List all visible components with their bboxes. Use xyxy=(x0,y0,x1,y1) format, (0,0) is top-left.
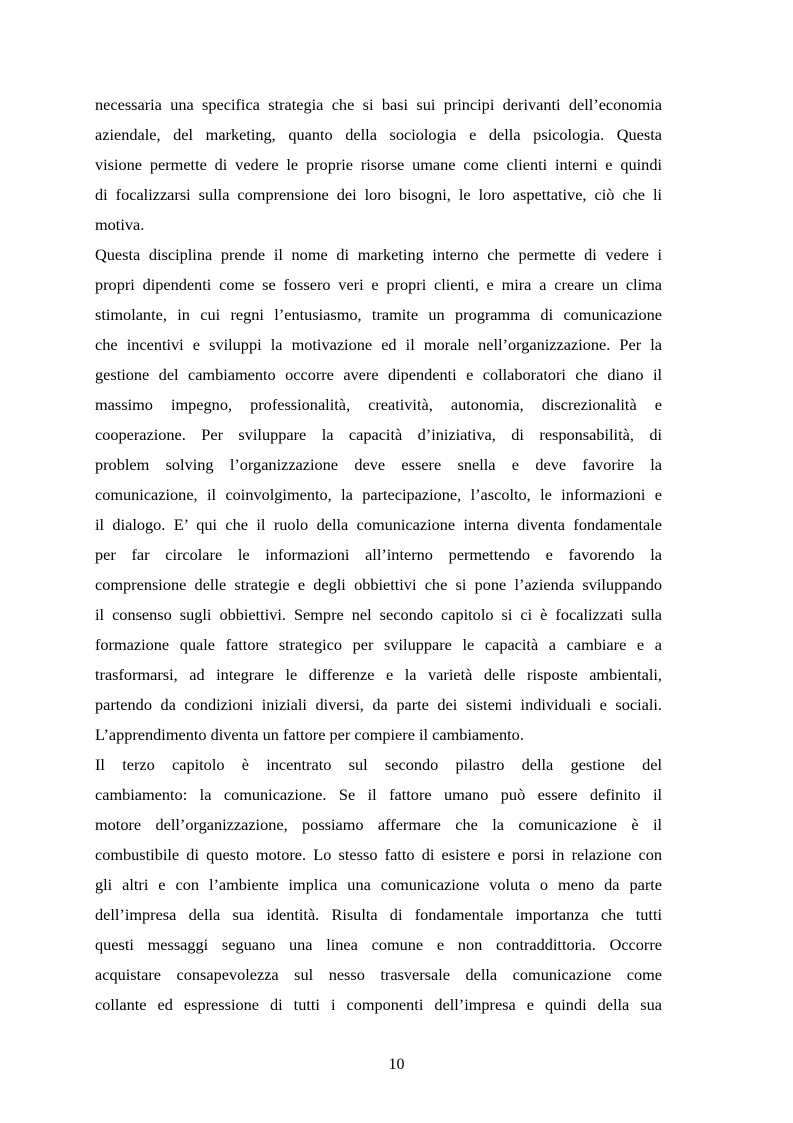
text-line: Il terzo capitolo è incentrato sul secondo pilastro della gestione del xyxy=(95,755,662,774)
page-number: 10 xyxy=(388,1056,405,1073)
text-line: problem solving l’organizzazione deve essere snella e deve favorire la xyxy=(95,455,662,474)
text-line: cambiamento: la comunicazione. Se il fattore umano può essere definito il xyxy=(95,785,662,804)
text-line: acquistare consapevolezza sul nesso trasversale della comunicazione come xyxy=(95,965,662,984)
text-line: L’apprendimento diventa un fattore per compiere il cambiamento. xyxy=(95,725,524,744)
text-line: che incentivi e sviluppi la motivazione ed il morale nell’organizzazione. Per la xyxy=(95,335,662,354)
text-line: cooperazione. Per sviluppare la capacità d’iniziativa, di responsabilità, di xyxy=(95,425,662,444)
text-line: aziendale, del marketing, quanto della sociologia e della psicologia. Questa xyxy=(95,125,662,144)
text-line: comprensione delle strategie e degli obbiettivi che si pone l’azienda sviluppando xyxy=(95,575,662,594)
text-line: propri dipendenti come se fossero veri e propri clienti, e mira a creare un clima xyxy=(95,275,662,294)
text-line: stimolante, in cui regni l’entusiasmo, tramite un programma di comunicazione xyxy=(95,305,662,324)
text-line: di focalizzarsi sulla comprensione dei loro bisogni, le loro aspettative, ciò che li xyxy=(95,185,662,204)
text-line: il dialogo. E’ qui che il ruolo della comunicazione interna diventa fondamentale xyxy=(95,515,662,534)
text-line: questi messaggi seguano una linea comune e non contraddittoria. Occorre xyxy=(95,935,662,954)
text-line: per far circolare le informazioni all’interno permettendo e favorendo la xyxy=(95,545,662,564)
text-line: gli altri e con l’ambiente implica una comunicazione voluta o meno da parte xyxy=(95,875,662,894)
text-line: visione permette di vedere le proprie risorse umane come clienti interni e quindi xyxy=(95,155,662,174)
text-line: partendo da condizioni iniziali diversi, da parte dei sistemi individuali e sociali. xyxy=(95,695,662,714)
text-line: dell’impresa della sua identità. Risulta di fondamentale importanza che tutti xyxy=(95,905,662,924)
text-line: gestione del cambiamento occorre avere dipendenti e collaboratori che diano il xyxy=(95,365,662,384)
text-line: necessaria una specifica strategia che si basi sui principi derivanti dell’economia xyxy=(95,95,662,114)
text-line: Questa disciplina prende il nome di marketing interno che permette di vedere i xyxy=(95,245,662,264)
text-line: motiva. xyxy=(95,215,145,234)
text-line: collante ed espressione di tutti i componenti dell’impresa e quindi della sua xyxy=(95,995,662,1014)
text-line: comunicazione, il coinvolgimento, la partecipazione, l’ascolto, le informazioni e xyxy=(95,485,662,504)
text-line: massimo impegno, professionalità, creatività, autonomia, discrezionalità e xyxy=(95,395,662,414)
text-line: il consenso sugli obbiettivi. Sempre nel secondo capitolo si ci è focalizzati sulla xyxy=(95,605,662,624)
text-line: combustibile di questo motore. Lo stesso fatto di esistere e porsi in relazione con xyxy=(95,845,662,864)
document-body xyxy=(95,93,662,1023)
text-line: trasformarsi, ad integrare le differenze e la varietà delle risposte ambientali, xyxy=(95,665,662,684)
text-line: formazione quale fattore strategico per sviluppare le capacità a cambiare e a xyxy=(95,635,662,654)
text-line: motore dell’organizzazione, possiamo affermare che la comunicazione è il xyxy=(95,815,662,834)
